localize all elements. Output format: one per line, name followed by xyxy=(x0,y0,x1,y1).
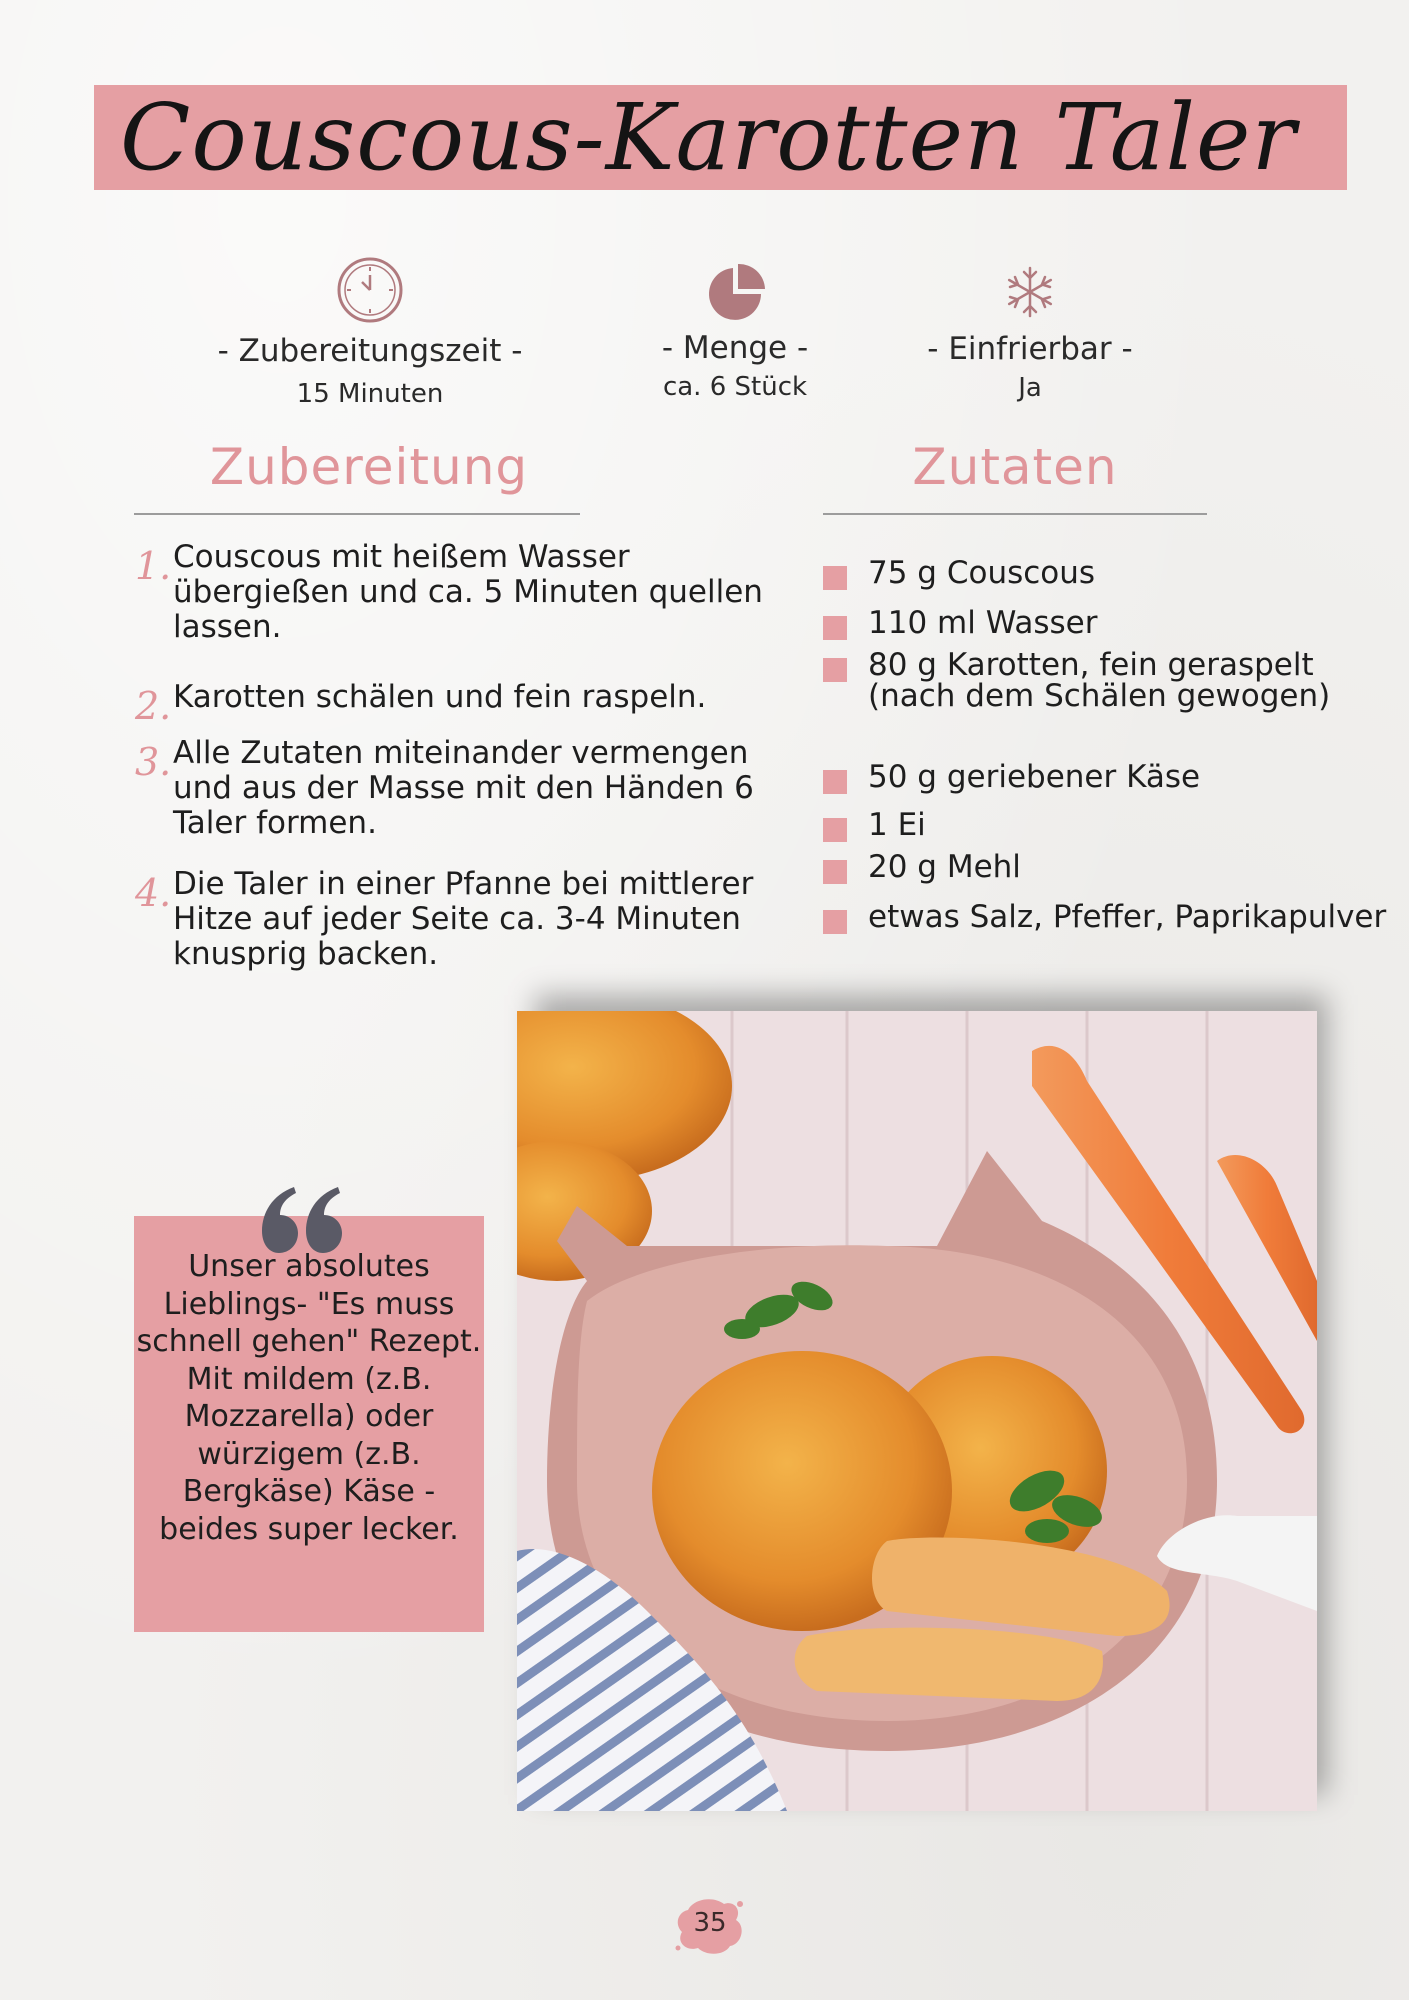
quote-text: Unser absolutes Lieblings- "Es muss schnell gehen" Rezept. Mit mildem (z.B. Mozzarella) oder würzigem (z.B. Bergkäse) Käse - beides super lecker. xyxy=(136,1249,482,1547)
step-text: Die Taler in einer Pfanne bei mittlerer Hitze auf jeder Seite ca. 3-4 Minuten knusprig backen. xyxy=(173,866,754,972)
step-number: 3. xyxy=(135,740,172,784)
step-text: Couscous mit heißem Wasser übergießen und ca. 5 Minuten quellen lassen. xyxy=(173,539,763,645)
step-number: 2. xyxy=(135,684,172,728)
pie-chart-icon xyxy=(703,262,767,326)
ingredients-heading: Zutaten xyxy=(912,438,1118,496)
ingredient-text: 20 g Mehl xyxy=(868,849,1021,885)
bullet-square xyxy=(823,910,847,934)
freezable-value: Ja xyxy=(1018,373,1042,403)
ingredient-text: etwas Salz, Pfeffer, Paprikapulver xyxy=(868,899,1387,935)
bullet-square xyxy=(823,658,847,682)
quote-mark-icon xyxy=(258,1183,348,1255)
meta-freezable xyxy=(880,265,1180,403)
recipe-photo xyxy=(517,1011,1317,1811)
recipe-title: Couscous-Karotten Taler xyxy=(120,84,1297,191)
amount-label: - Menge - xyxy=(661,330,809,366)
ingredient-text: 75 g Couscous xyxy=(868,555,1096,591)
meta-prep-time xyxy=(200,255,540,409)
bullet-square xyxy=(823,860,847,884)
step-number: 1. xyxy=(135,544,172,588)
step-text: Alle Zutaten miteinander vermengen und aus der Masse mit den Händen 6 Taler formen. xyxy=(173,735,754,841)
ingredient-text: 110 ml Wasser xyxy=(868,605,1098,641)
ingredient-text: 50 g geriebener Käse xyxy=(868,759,1201,795)
prep-time-value: 15 Minuten xyxy=(296,379,444,409)
preparation-heading: Zubereitung xyxy=(209,438,529,496)
step-text: Karotten schälen und fein raspeln. xyxy=(173,679,707,715)
food-illustration xyxy=(517,1011,1317,1811)
bullet-square xyxy=(823,770,847,794)
bullet-square xyxy=(823,566,847,590)
step-number: 4. xyxy=(135,871,172,915)
freezable-label: - Einfrierbar - xyxy=(927,331,1133,367)
ingredient-text: 1 Ei xyxy=(868,807,926,843)
ingredients-divider xyxy=(823,513,1207,515)
ingredient-text: 80 g Karotten, fein geraspelt (nach dem Schälen gewogen) xyxy=(868,647,1331,714)
page-number-badge xyxy=(670,1890,750,1960)
bullet-square xyxy=(823,616,847,640)
preparation-divider xyxy=(134,513,580,515)
clock-icon xyxy=(335,255,405,325)
amount-value: ca. 6 Stück xyxy=(662,372,808,402)
page-number: 35 xyxy=(693,1908,727,1938)
snowflake-icon xyxy=(1003,265,1057,319)
prep-time-label: - Zubereitungszeit - xyxy=(217,333,523,369)
bullet-square xyxy=(823,818,847,842)
meta-amount xyxy=(600,262,870,402)
